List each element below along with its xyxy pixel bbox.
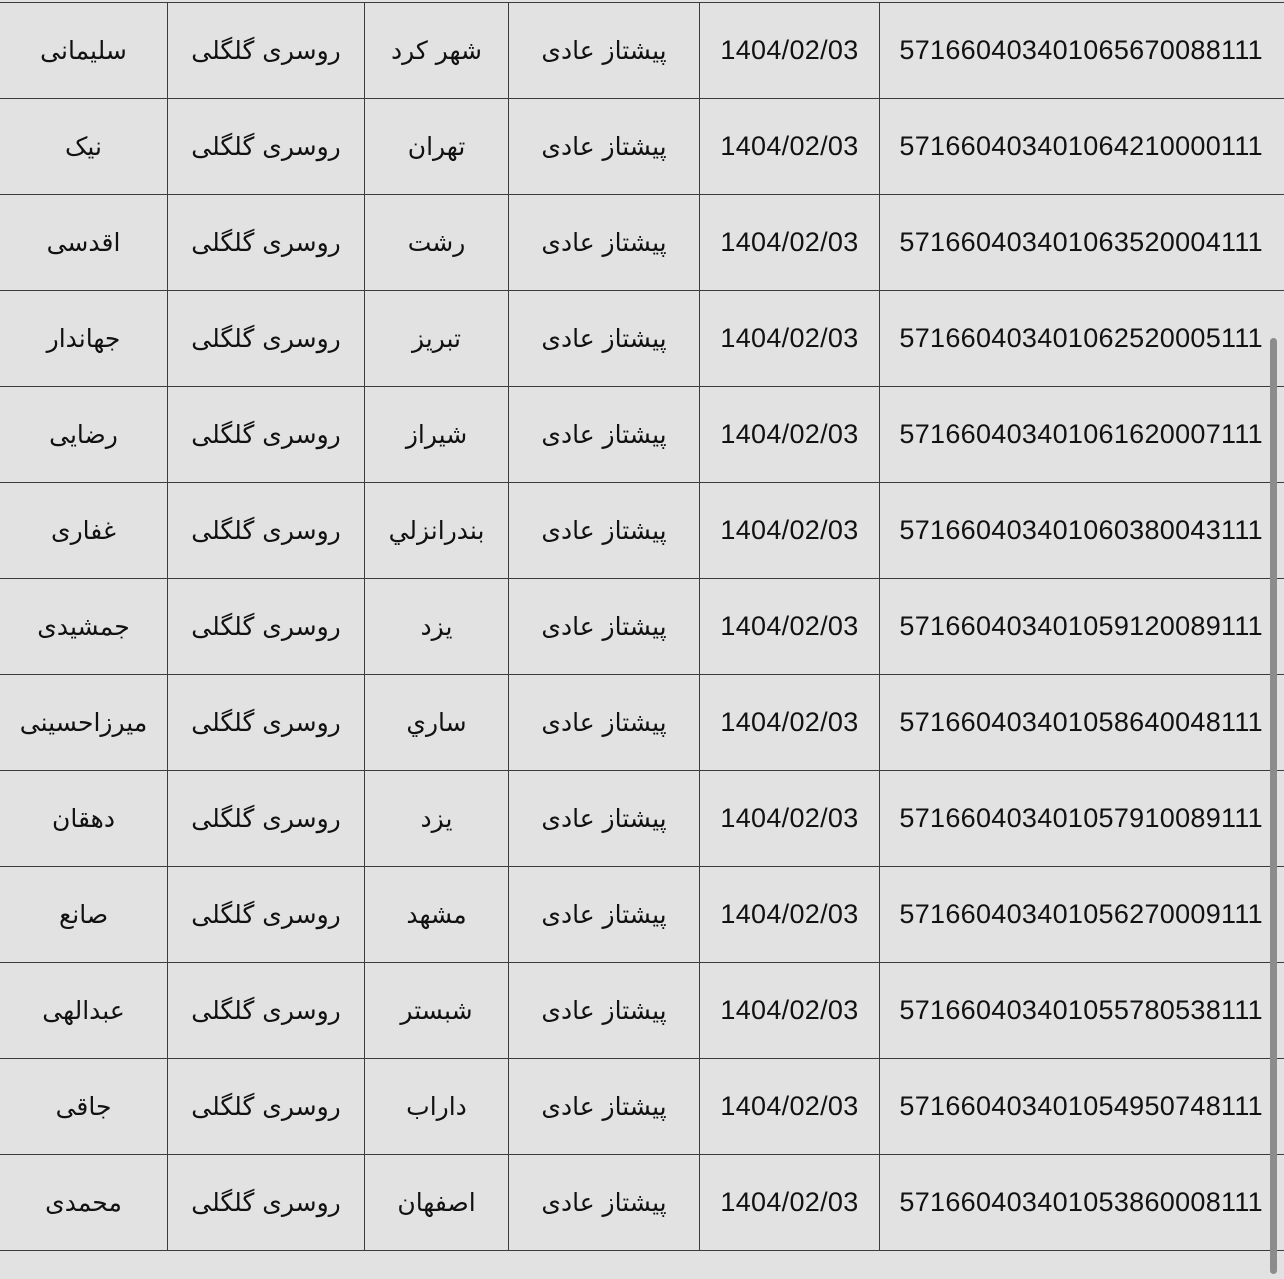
product-cell[interactable]: روسری گلگلی — [168, 1059, 365, 1155]
table-row[interactable] — [0, 387, 1284, 483]
date-cell[interactable]: 1404/02/03 — [700, 771, 880, 867]
service-type-cell[interactable]: پیشتاز عادی — [509, 771, 700, 867]
product-cell[interactable]: روسری گلگلی — [168, 867, 365, 963]
product-cell[interactable]: روسری گلگلی — [168, 291, 365, 387]
table-row[interactable] — [0, 963, 1284, 1059]
shipments-table — [0, 2, 1284, 1251]
recipient-name-cell[interactable]: غفاری — [0, 483, 168, 579]
recipient-name-cell[interactable]: نیک — [0, 99, 168, 195]
destination-city-cell[interactable]: یزد — [365, 771, 509, 867]
recipient-name-cell[interactable]: رضایی — [0, 387, 168, 483]
table-row[interactable] — [0, 1059, 1284, 1155]
recipient-name-cell[interactable]: اقدسی — [0, 195, 168, 291]
product-cell[interactable]: روسری گلگلی — [168, 483, 365, 579]
destination-city-cell[interactable]: بندرانزلي — [365, 483, 509, 579]
service-type-cell[interactable]: پیشتاز عادی — [509, 1155, 700, 1251]
date-cell[interactable]: 1404/02/03 — [700, 483, 880, 579]
date-cell[interactable]: 1404/02/03 — [700, 99, 880, 195]
tracking-number-cell[interactable]: 571660403401063520004111 — [880, 195, 1284, 291]
destination-city-cell[interactable]: شبستر — [365, 963, 509, 1059]
recipient-name-cell[interactable]: جمشیدی — [0, 579, 168, 675]
tracking-number-cell[interactable]: 571660403401053860008111 — [880, 1155, 1284, 1251]
product-cell[interactable]: روسری گلگلی — [168, 963, 365, 1059]
date-cell[interactable]: 1404/02/03 — [700, 675, 880, 771]
product-cell[interactable]: روسری گلگلی — [168, 1155, 365, 1251]
recipient-name-cell[interactable]: محمدی — [0, 1155, 168, 1251]
product-cell[interactable]: روسری گلگلی — [168, 195, 365, 291]
service-type-cell[interactable]: پیشتاز عادی — [509, 867, 700, 963]
table-row[interactable] — [0, 483, 1284, 579]
destination-city-cell[interactable]: شیراز — [365, 387, 509, 483]
date-cell[interactable]: 1404/02/03 — [700, 3, 880, 99]
service-type-cell[interactable]: پیشتاز عادی — [509, 483, 700, 579]
date-cell[interactable]: 1404/02/03 — [700, 963, 880, 1059]
product-cell[interactable]: روسری گلگلی — [168, 675, 365, 771]
vertical-scrollbar[interactable] — [1270, 338, 1277, 1274]
service-type-cell[interactable]: پیشتاز عادی — [509, 1059, 700, 1155]
recipient-name-cell[interactable]: جاقی — [0, 1059, 168, 1155]
shipments-table-body — [0, 3, 1284, 1251]
date-cell[interactable]: 1404/02/03 — [700, 291, 880, 387]
tracking-number-cell[interactable]: 571660403401060380043111 — [880, 483, 1284, 579]
destination-city-cell[interactable]: شهر کرد — [365, 3, 509, 99]
tracking-number-cell[interactable]: 571660403401058640048111 — [880, 675, 1284, 771]
destination-city-cell[interactable]: ساري — [365, 675, 509, 771]
recipient-name-cell[interactable]: صانع — [0, 867, 168, 963]
table-row[interactable] — [0, 1155, 1284, 1251]
table-row[interactable] — [0, 3, 1284, 99]
recipient-name-cell[interactable]: عبدالهی — [0, 963, 168, 1059]
tracking-number-cell[interactable]: 571660403401061620007111 — [880, 387, 1284, 483]
table-row[interactable] — [0, 291, 1284, 387]
product-cell[interactable]: روسری گلگلی — [168, 99, 365, 195]
date-cell[interactable]: 1404/02/03 — [700, 1155, 880, 1251]
table-row[interactable] — [0, 99, 1284, 195]
tracking-number-cell[interactable]: 571660403401057910089111 — [880, 771, 1284, 867]
recipient-name-cell[interactable]: سلیمانی — [0, 3, 168, 99]
tracking-number-cell[interactable]: 571660403401055780538111 — [880, 963, 1284, 1059]
destination-city-cell[interactable]: مشهد — [365, 867, 509, 963]
destination-city-cell[interactable]: تهران — [365, 99, 509, 195]
date-cell[interactable]: 1404/02/03 — [700, 387, 880, 483]
destination-city-cell[interactable]: یزد — [365, 579, 509, 675]
date-cell[interactable]: 1404/02/03 — [700, 867, 880, 963]
service-type-cell[interactable]: پیشتاز عادی — [509, 387, 700, 483]
recipient-name-cell[interactable]: جهاندار — [0, 291, 168, 387]
product-cell[interactable]: روسری گلگلی — [168, 387, 365, 483]
service-type-cell[interactable]: پیشتاز عادی — [509, 291, 700, 387]
destination-city-cell[interactable]: داراب — [365, 1059, 509, 1155]
table-row[interactable] — [0, 675, 1284, 771]
tracking-number-cell[interactable]: 571660403401056270009111 — [880, 867, 1284, 963]
date-cell[interactable]: 1404/02/03 — [700, 1059, 880, 1155]
destination-city-cell[interactable]: اصفهان — [365, 1155, 509, 1251]
table-row[interactable] — [0, 867, 1284, 963]
tracking-number-cell[interactable]: 571660403401064210000111 — [880, 99, 1284, 195]
table-row[interactable] — [0, 771, 1284, 867]
service-type-cell[interactable]: پیشتاز عادی — [509, 195, 700, 291]
date-cell[interactable]: 1404/02/03 — [700, 579, 880, 675]
service-type-cell[interactable]: پیشتاز عادی — [509, 3, 700, 99]
recipient-name-cell[interactable]: میرزاحسینی — [0, 675, 168, 771]
table-row[interactable] — [0, 195, 1284, 291]
tracking-number-cell[interactable]: 571660403401059120089111 — [880, 579, 1284, 675]
table-row[interactable] — [0, 579, 1284, 675]
service-type-cell[interactable]: پیشتاز عادی — [509, 99, 700, 195]
service-type-cell[interactable]: پیشتاز عادی — [509, 963, 700, 1059]
service-type-cell[interactable]: پیشتاز عادی — [509, 579, 700, 675]
service-type-cell[interactable]: پیشتاز عادی — [509, 675, 700, 771]
destination-city-cell[interactable]: تبریز — [365, 291, 509, 387]
recipient-name-cell[interactable]: دهقان — [0, 771, 168, 867]
tracking-number-cell[interactable]: 571660403401062520005111 — [880, 291, 1284, 387]
date-cell[interactable]: 1404/02/03 — [700, 195, 880, 291]
tracking-number-cell[interactable]: 571660403401065670088111 — [880, 3, 1284, 99]
product-cell[interactable]: روسری گلگلی — [168, 3, 365, 99]
product-cell[interactable]: روسری گلگلی — [168, 771, 365, 867]
destination-city-cell[interactable]: رشت — [365, 195, 509, 291]
product-cell[interactable]: روسری گلگلی — [168, 579, 365, 675]
tracking-number-cell[interactable]: 571660403401054950748111 — [880, 1059, 1284, 1155]
